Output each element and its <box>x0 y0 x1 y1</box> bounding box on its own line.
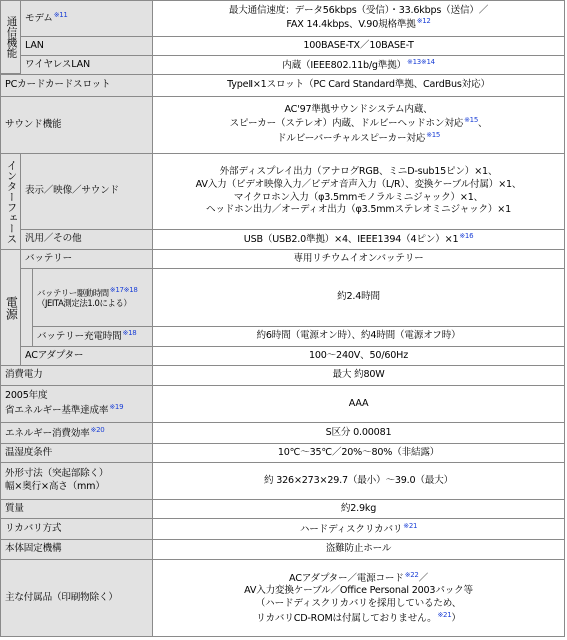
power-consumption-value: 最大 約80W <box>332 369 385 381</box>
security-value-cell <box>152 539 565 560</box>
sound-value-line: AC'97準拠サウンドシステム内蔵、 <box>284 103 433 115</box>
battery-time-label: バッテリー駆動時間$^{※17※18}$ （JEITA測定法1.0による） <box>37 285 138 309</box>
energy-2005-footnote-ref[interactable]: ※19 <box>109 402 124 411</box>
group-communication <box>0 0 21 74</box>
recovery-label: リカバリ方式 <box>5 522 62 534</box>
group-communication-label: 通信機能 <box>5 16 18 58</box>
ac-adapter-label: ACアダプター <box>25 349 84 361</box>
group-interface <box>0 153 21 250</box>
general-value: USB（USB2.0準拠）×4、IEEE1394（4ピン）×1$^{※16}$ <box>243 232 474 246</box>
wireless-lan-value-cell <box>152 55 565 75</box>
display-av-line: AV入力（ビデオ映像入力／ビデオ音声入力（L/R）、変換ケーブル付属）×1、 <box>195 178 522 190</box>
security-value: 盗難防止ホール <box>325 543 392 555</box>
battery-time-footnote-ref[interactable]: ※17※18 <box>109 285 138 294</box>
accessories-label: 主な付属品（印刷物除く） <box>5 591 118 603</box>
battery-value: 専用リチウムイオンバッテリー <box>293 252 424 264</box>
lan-value-cell <box>152 36 565 56</box>
energy-efficiency-value-cell <box>152 422 565 444</box>
accessories-footnote-ref[interactable]: ※21 <box>437 610 452 619</box>
display-av-line: ヘッドホン出力／オーディオ出力（φ3.5mmステレオミニジャック）×1 <box>205 204 512 216</box>
battery-time-label-cell <box>32 268 153 327</box>
accessories-line: （ハードディスクリカバリを採用しているため、 <box>255 598 462 609</box>
energy-2005-label-cell <box>0 385 153 423</box>
energy-2005-value: AAA <box>348 397 369 409</box>
modem-label-cell <box>20 0 153 37</box>
battery-time-value: 約2.4時間 <box>337 291 380 303</box>
lan-value: 100BASE-TX／10BASE-T <box>303 39 414 51</box>
accessories-line: ACアダプター／電源コード$^{※22}$／ <box>289 570 428 584</box>
weight-label-cell <box>0 499 153 519</box>
battery-charge-value-cell <box>152 326 565 347</box>
battery-value-cell <box>152 249 565 269</box>
temp-humidity-value: 10℃～35℃／20%～80%（非結露） <box>277 446 440 458</box>
pc-card-label-cell <box>0 74 153 97</box>
general-label-cell <box>20 229 153 250</box>
lan-label-cell <box>20 36 153 56</box>
accessories-line: AV入力変換ケーブル／Office Personal 2003パック等 <box>244 585 473 597</box>
sound-footnote-ref[interactable]: ※15 <box>426 131 441 140</box>
accessories-label-cell <box>0 559 153 637</box>
wireless-lan-label: ワイヤレスLAN <box>25 58 91 70</box>
modem-label: モデム$^{※11}$ <box>25 11 68 25</box>
general-footnote-ref[interactable]: ※16 <box>459 232 474 241</box>
energy-efficiency-label-cell <box>0 422 153 444</box>
display-av-label: 表示／映像／サウンド <box>25 185 119 197</box>
general-value-cell <box>152 229 565 250</box>
ac-adapter-value: 100～240V、50/60Hz <box>308 349 409 361</box>
power-consumption-value-cell <box>152 365 565 386</box>
energy-efficiency-value: S区分 0.00081 <box>325 426 392 438</box>
sound-label: サウンド機能 <box>5 118 62 130</box>
sound-label-cell <box>0 96 153 154</box>
battery-charge-label: バッテリー充電時間$^{※18}$ <box>37 329 137 343</box>
pc-card-value: TypeⅡ×1スロット（PC Card Standard準拠、CardBus対応） <box>227 79 490 91</box>
battery-label: バッテリー <box>25 252 72 264</box>
energy-efficiency-footnote-ref[interactable]: ※20 <box>90 425 105 434</box>
weight-value-cell <box>152 499 565 519</box>
battery-charge-footnote-ref[interactable]: ※18 <box>122 329 137 338</box>
dimensions-value: 約 326×273×29.7（最小）～39.0（最大） <box>263 474 453 486</box>
accessories-footnote-ref[interactable]: ※22 <box>404 570 419 579</box>
group-power-label: 電源 <box>4 295 19 320</box>
dimensions-label: 外形寸法（突起部除く） 幅×奥行×高さ（mm） <box>5 468 109 492</box>
sound-value-line: ドルビーバーチャルスピーカー対応$^{※15}$ <box>276 131 441 145</box>
recovery-value: ハードディスクリカバリ$^{※21}$ <box>299 521 418 535</box>
recovery-footnote-ref[interactable]: ※21 <box>403 521 418 530</box>
display-av-line: 外部ディスプレイ出力（アナログRGB、ミニD-sub15ピン）×1、 <box>219 166 498 178</box>
weight-value: 約2.9kg <box>340 502 377 514</box>
temp-humidity-label-cell <box>0 443 153 463</box>
energy-2005-value-cell <box>152 385 565 423</box>
modem-value-footnote-ref[interactable]: ※12 <box>416 17 431 26</box>
power-consumption-label: 消費電力 <box>5 369 43 381</box>
display-av-line: マイクロホン入力（φ3.5mmモノラルミニジャック）×1、 <box>233 191 484 203</box>
power-consumption-label-cell <box>0 365 153 386</box>
battery-charge-value: 約6時間（電源オン時）、約4時間（電源オフ時） <box>256 330 461 342</box>
sound-footnote-ref[interactable]: ※15 <box>464 116 478 125</box>
ac-adapter-value-cell <box>152 346 565 366</box>
dimensions-label-cell <box>0 462 153 500</box>
sound-value <box>230 104 488 146</box>
general-label: 汎用／その他 <box>25 233 82 245</box>
lan-label: LAN <box>25 39 44 51</box>
battery-time-value-cell <box>152 268 565 327</box>
temp-humidity-value-cell <box>152 443 565 463</box>
modem-value-cell <box>152 0 565 37</box>
security-label-cell <box>0 539 153 560</box>
spec-table <box>1 1 566 638</box>
group-power <box>0 249 21 366</box>
pc-card-label: PCカードカードスロット <box>5 79 111 91</box>
sound-value-line: スピーカー（ステレオ）内蔵、ドルビーヘッドホン対応$^{※15}$、 <box>229 116 488 130</box>
temp-humidity-label: 温湿度条件 <box>5 446 52 458</box>
battery-label-cell <box>20 249 153 269</box>
accessories-line: リカバリCD-ROMは付属しておりません。$^{※21}$） <box>256 610 461 624</box>
energy-efficiency-label: エネルギー消費効率$^{※20}$ <box>5 425 105 439</box>
modem-value-line: FAX 14.4kbps、V.90規格準拠$^{※12}$ <box>286 17 431 31</box>
accessories-value-cell <box>152 559 565 637</box>
security-label: 本体固定機構 <box>5 543 62 555</box>
energy-2005-label: 2005年度 省エネルギー基準達成率$^{※19}$ <box>5 390 124 417</box>
modem-footnote-ref[interactable]: ※11 <box>53 11 68 20</box>
wireless-lan-value: 内蔵（IEEE802.11b/g準拠）$^{※13※14}$ <box>282 57 435 71</box>
recovery-label-cell <box>0 518 153 540</box>
wireless-lan-label-cell <box>20 55 153 75</box>
pc-card-value-cell <box>152 74 565 97</box>
display-av-value-cell <box>152 153 565 230</box>
display-av-value <box>196 166 522 217</box>
ac-adapter-label-cell <box>20 346 153 366</box>
wireless-lan-footnote-ref[interactable]: ※13※14 <box>407 57 435 66</box>
recovery-value-cell <box>152 518 565 540</box>
battery-charge-label-cell <box>32 326 153 347</box>
dimensions-value-cell <box>152 462 565 500</box>
display-av-label-cell <box>20 153 153 230</box>
weight-label: 質量 <box>5 502 24 514</box>
group-interface-label: インターフェース <box>5 159 18 244</box>
modem-value <box>229 5 488 33</box>
modem-value-line: 最大通信速度：データ56kbps（受信）・33.6kbps（送信）／ <box>228 4 489 16</box>
accessories-value <box>244 571 473 626</box>
sound-value-cell <box>152 96 565 154</box>
